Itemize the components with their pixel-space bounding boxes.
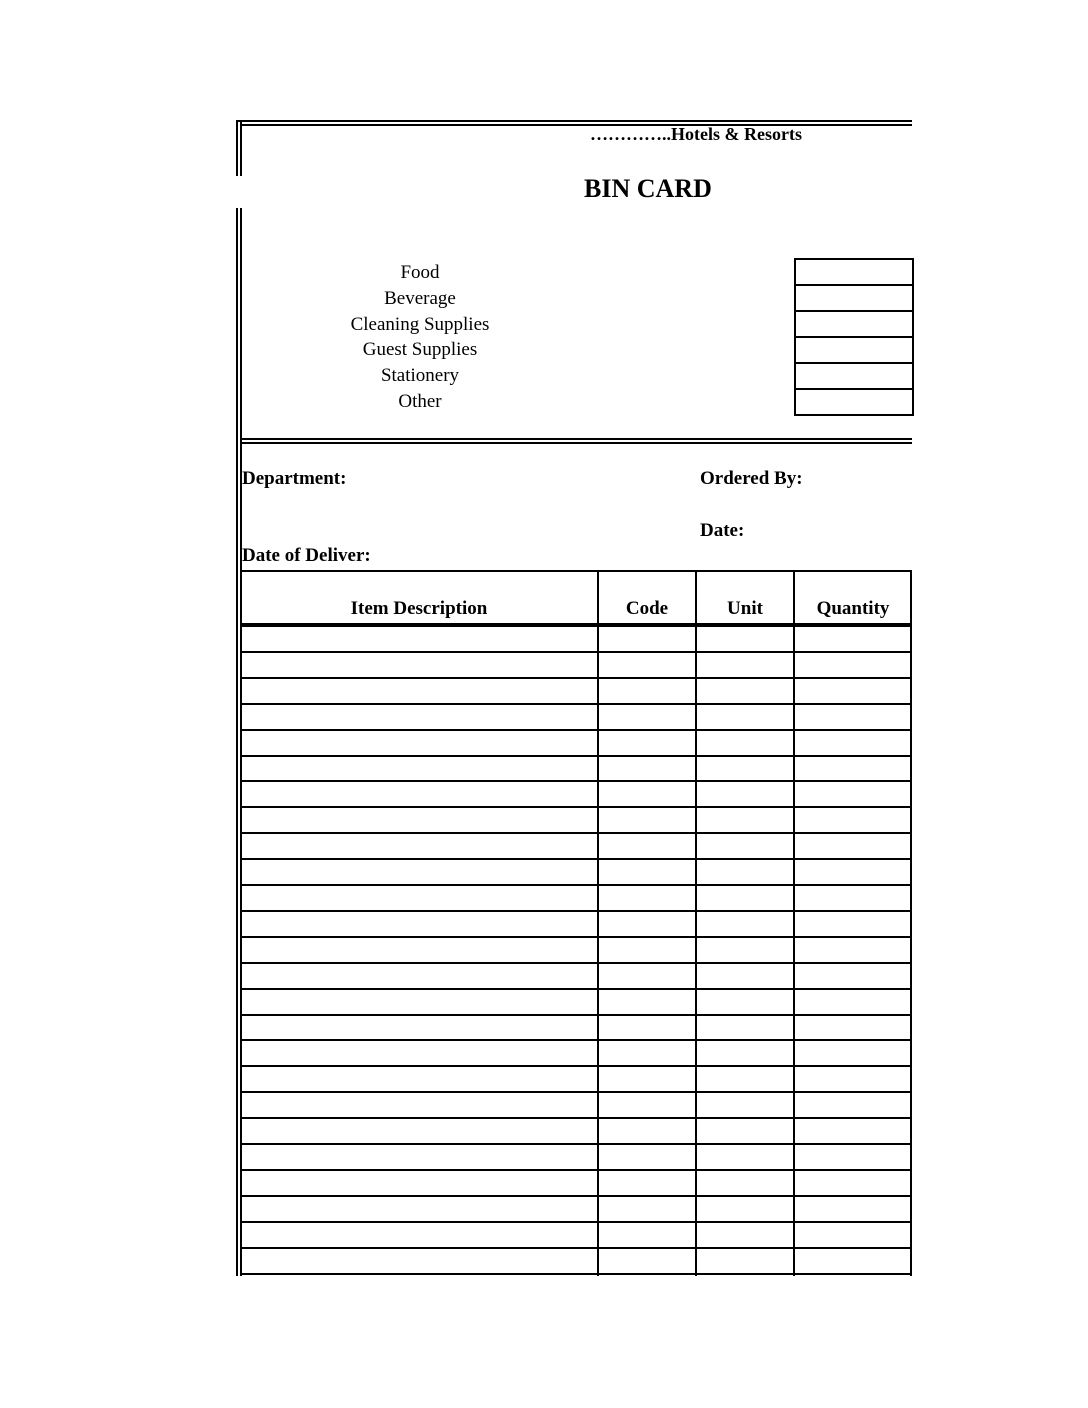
section-divider-inner xyxy=(240,442,912,444)
table-row[interactable] xyxy=(240,1273,912,1275)
table-row[interactable] xyxy=(240,806,912,808)
ordered-by-label: Ordered By: xyxy=(700,468,803,489)
table-row[interactable] xyxy=(240,884,912,886)
checkbox-other[interactable] xyxy=(796,390,912,416)
date-label: Date: xyxy=(700,520,745,541)
column-header-quantity: Quantity xyxy=(816,598,890,619)
column-header-unit: Unit xyxy=(727,598,763,619)
items-table xyxy=(240,570,912,1276)
table-top-border xyxy=(240,570,912,572)
table-row[interactable] xyxy=(240,651,912,653)
page-title: BIN CARD xyxy=(584,174,712,203)
category-beverage: Beverage xyxy=(384,287,456,309)
section-divider xyxy=(240,438,912,440)
table-row[interactable] xyxy=(240,910,912,912)
table-row[interactable] xyxy=(240,780,912,782)
table-row[interactable] xyxy=(240,1117,912,1119)
table-row[interactable] xyxy=(240,1247,912,1249)
table-row[interactable] xyxy=(240,703,912,705)
checkbox-food[interactable] xyxy=(796,260,912,286)
table-header-border xyxy=(240,623,912,627)
checkbox-beverage[interactable] xyxy=(796,286,912,312)
table-row[interactable] xyxy=(240,1091,912,1093)
company-name: …………..Hotels & Resorts xyxy=(590,124,802,144)
checkbox-guest-supplies[interactable] xyxy=(796,338,912,364)
category-stationery: Stationery xyxy=(380,365,460,387)
left-border xyxy=(236,120,238,1276)
table-row[interactable] xyxy=(240,755,912,757)
checkbox-stationery[interactable] xyxy=(796,364,912,390)
table-row[interactable] xyxy=(240,858,912,860)
table-row[interactable] xyxy=(240,729,912,731)
checkbox-cleaning-supplies[interactable] xyxy=(796,312,912,338)
table-row[interactable] xyxy=(240,1221,912,1223)
category-list xyxy=(320,260,520,415)
table-row[interactable] xyxy=(240,1014,912,1016)
top-border-inner xyxy=(240,124,912,126)
table-row[interactable] xyxy=(240,962,912,964)
date-of-deliver-label: Date of Deliver: xyxy=(242,545,371,566)
column-header-item-description: Item Description xyxy=(350,598,488,619)
category-food: Food xyxy=(400,262,440,283)
table-row[interactable] xyxy=(240,1065,912,1067)
category-guest-supplies: Guest Supplies xyxy=(362,339,478,361)
table-row[interactable] xyxy=(240,988,912,990)
category-other: Other xyxy=(398,390,442,412)
border-gap xyxy=(234,176,246,208)
category-cleaning-supplies: Cleaning Supplies xyxy=(350,313,490,335)
table-row[interactable] xyxy=(240,1039,912,1041)
table-row[interactable] xyxy=(240,832,912,834)
table-row[interactable] xyxy=(240,1195,912,1197)
category-checkbox-column xyxy=(794,258,914,416)
column-header-code: Code xyxy=(625,598,669,619)
table-row[interactable] xyxy=(240,677,912,679)
table-row[interactable] xyxy=(240,1169,912,1171)
table-row[interactable] xyxy=(240,1143,912,1145)
department-label: Department: xyxy=(242,468,347,489)
top-border xyxy=(236,120,912,122)
table-row[interactable] xyxy=(240,936,912,938)
